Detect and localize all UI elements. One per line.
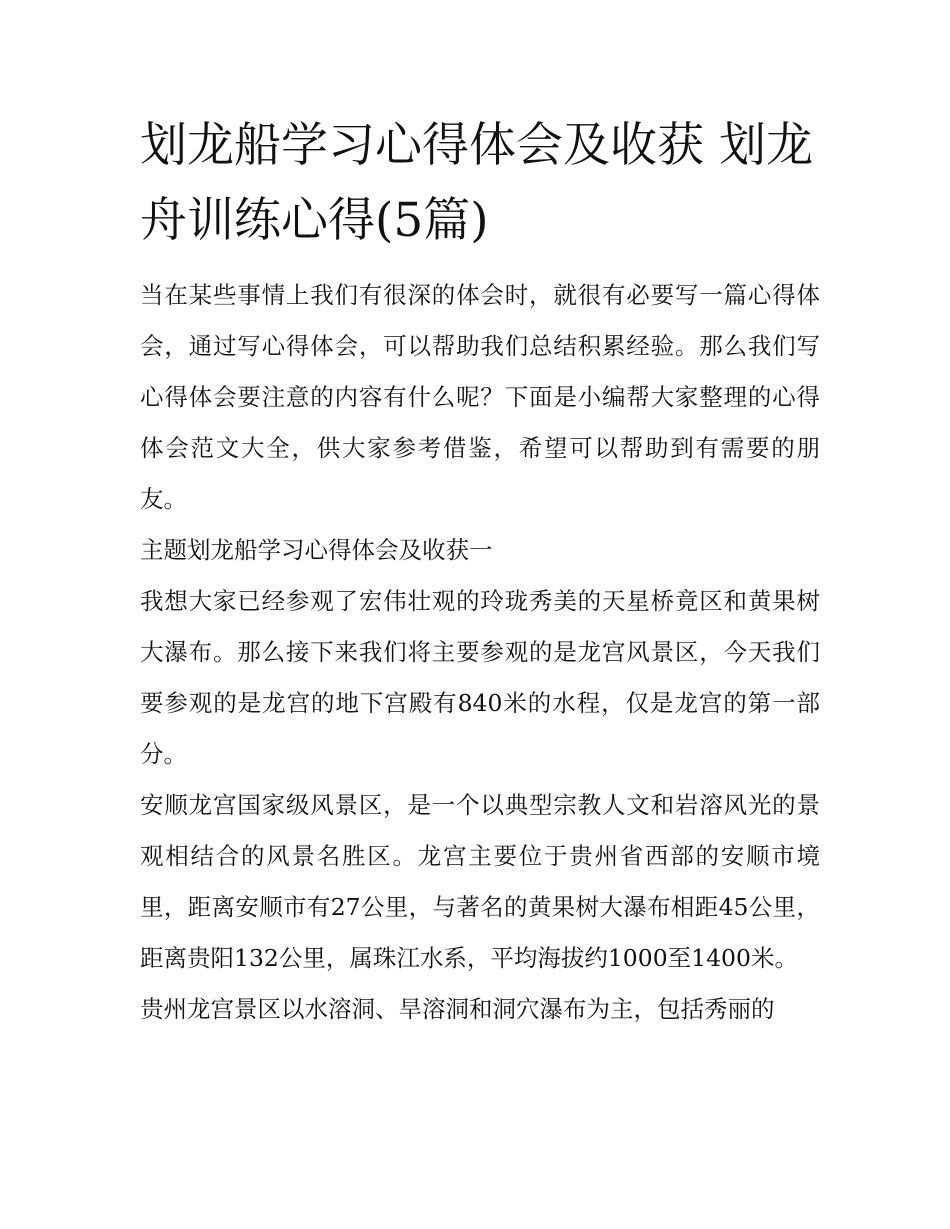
intro-paragraph: 当在某些事情上我们有很深的体会时，就很有必要写一篇心得体会，通过写心得体会，可以帮助我们总结积累经验。那么我们写心得体会要注意的内容有什么呢？下面是小编帮大家整理的心得体会范文大全，供大家参考借鉴，希望可以帮助到有需要的朋友。 — [140, 281, 820, 513]
document-content — [140, 108, 820, 1035]
body-paragraph-3: 贵州龙宫景区以水溶洞、旱溶洞和洞穴瀑布为主，包括秀丽的 — [140, 995, 775, 1023]
body-paragraph-2: 安顺龙宫国家级风景区，是一个以典型宗教人文和岩溶风光的景观相结合的风景名胜区。龙宫主要位于贵州省西部的安顺市境里，距离安顺市有27公里，与著名的黄果树大瀑布相距45公里，距离贵阳132公里，属珠江水系，平均海拔约1000至1400米。 — [140, 791, 820, 972]
body-paragraph-1: 我想大家已经参观了宏伟壮观的玲珑秀美的天星桥竟区和黄果树大瀑布。那么接下来我们将主要参观的是龙宫风景区，今天我们要参观的是龙宫的地下宫殿有840米的水程，仅是龙宫的第一部分。 — [140, 587, 820, 768]
section-heading: 主题划龙船学习心得体会及收获一 — [140, 536, 493, 564]
document-title: 划龙船学习心得体会及收获 划龙舟训练心得(5篇) — [140, 118, 813, 248]
